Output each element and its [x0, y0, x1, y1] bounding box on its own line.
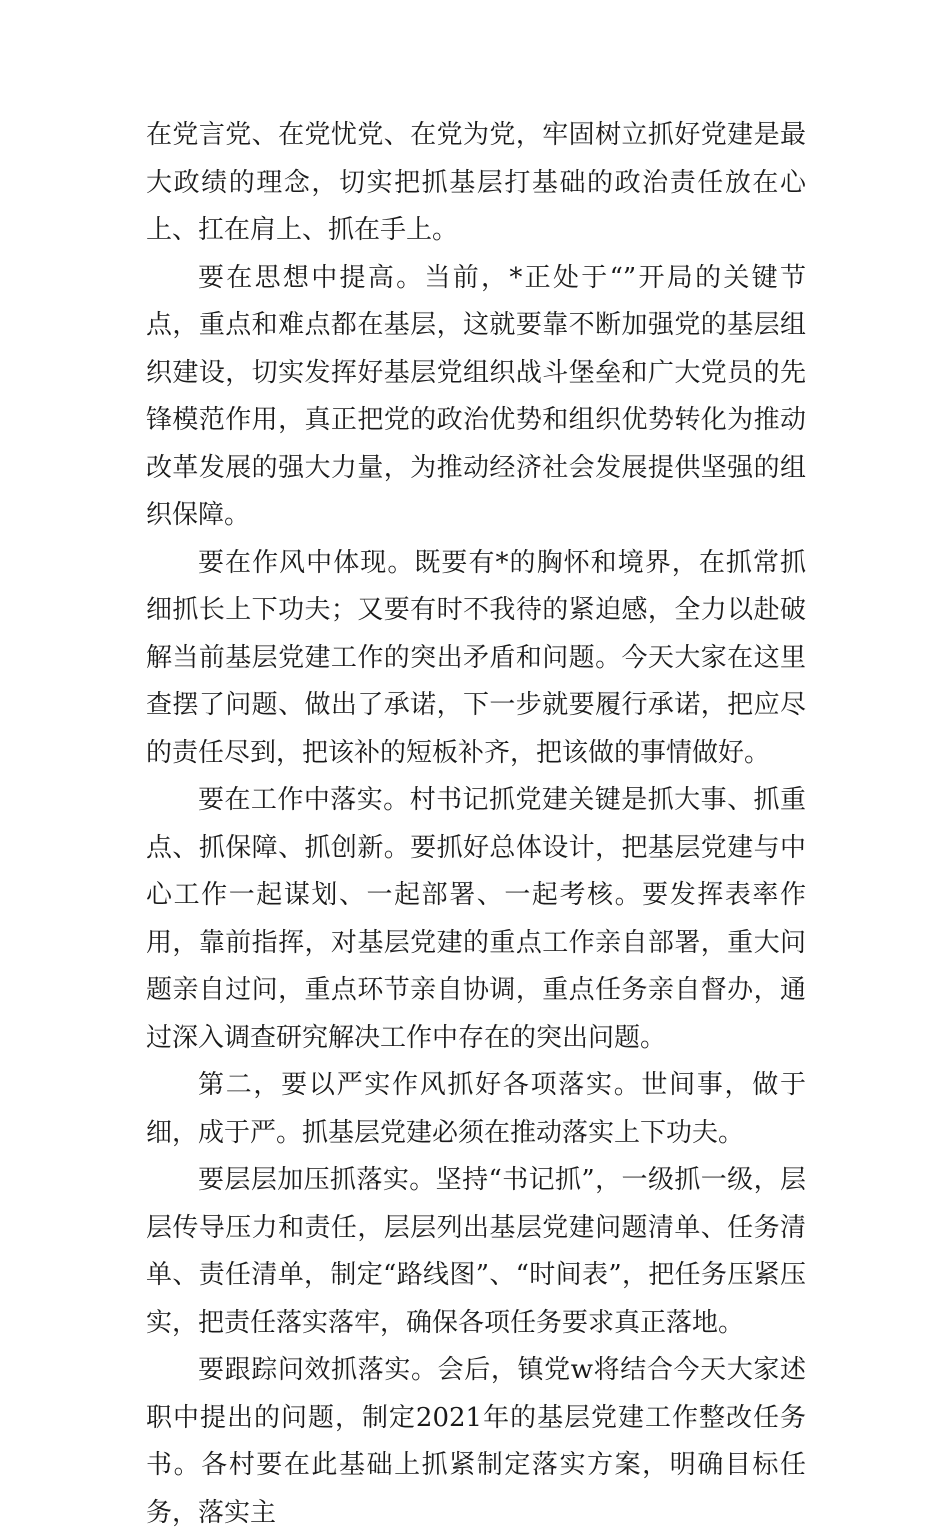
- paragraph: 在党言党、在党忧党、在党为党，牢固树立抓好党建是最大政绩的理念，切实把抓基层打基础的政治责任放在心上、扛在肩上、抓在手上。: [146, 120, 806, 245]
- paragraph: 要层层加压抓落实。坚持“书记抓”，一级抓一级，层层传导压力和责任，层层列出基层党建问题清单、任务清单、责任清单，制定“路线图”、“时间表”，把任务压紧压实，把责任落实落牢，确保各项任务要求真正落地。: [146, 1165, 806, 1338]
- paragraph: 要在思想中提高。当前，*正处于“”开局的关键节点，重点和难点都在基层，这就要靠不断加强党的基层组织建设，切实发挥好基层党组织战斗堡垒和广大党员的先锋模范作用，真正把党的政治优势和组织优势转化为推动改革发展的强大力量，为推动经济社会发展提供坚强的组织保障。: [146, 262, 806, 530]
- paragraph: 要在作风中体现。既要有*的胸怀和境界，在抓常抓细抓长上下功夫；又要有时不我待的紧迫感，全力以赴破解当前基层党建工作的突出矛盾和问题。今天大家在这里查摆了问题、做出了承诺，下一步就要履行承诺，把应尽的责任尽到，把该补的短板补齐，把该做的事情做好。: [146, 547, 806, 768]
- paragraph: 第二，要以严实作风抓好各项落实。世间事，做于细，成于严。抓基层党建必须在推动落实上下功夫。: [146, 1070, 806, 1148]
- paragraph: 要在工作中落实。村书记抓党建关键是抓大事、抓重点、抓保障、抓创新。要抓好总体设计，把基层党建与中心工作一起谋划、一起部署、一起考核。要发挥表率作用，靠前指挥，对基层党建的重点工作亲自部署，重大问题亲自过问，重点环节亲自协调，重点任务亲自督办，通过深入调查研究解决工作中存在的突出问题。: [146, 785, 806, 1053]
- paragraph: 要跟踪问效抓落实。会后，镇党w将结合今天大家述职中提出的问题，制定2021年的基层党建工作整改任务书。各村要在此基础上抓紧制定落实方案，明确目标任务，落实主: [146, 1355, 806, 1528]
- document-body: [146, 112, 806, 1537]
